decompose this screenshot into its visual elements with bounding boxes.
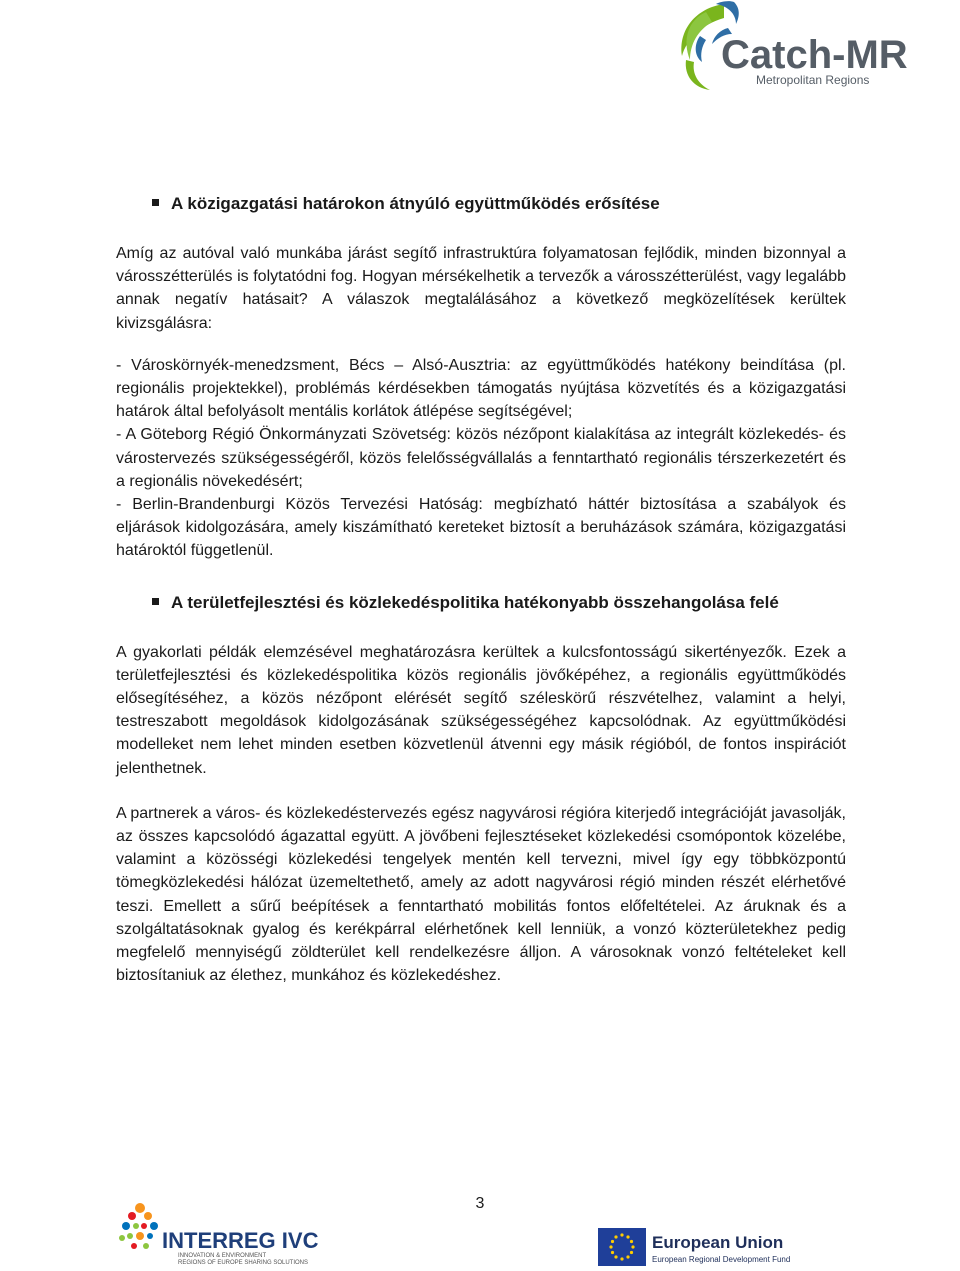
section-heading-text: A közigazgatási határokon átnyúló együttműködés erősítése: [171, 194, 660, 213]
paragraph-recommendations: A partnerek a város- és közlekedéstervezés egész nagyvárosi régióra kiterjedő integrációját javasolják, az összes kapcsolódó ágazattal együtt. A jövőbeni fejlesztéseket közlekedési csomópontok közelébe, valamint a közösségi közlekedési tengelyek mentén kell tervezni, mivel így egy többközpontú tömegközlekedési hálózat üzemeltethető, amely az adott nagyvárosi régió minden részét elérhetővé teszi. Emellett a sűrű beépítések a fenntartható mobilitás fontos előfeltételei. Az áruknak és a szolgáltatásoknak gyalog és kerékpárral elérhetőnek kell lenniük, a vonzó közterületekhez pedig megfelelő mennyiségű zöldterület kell rendelkezésre álljon. A városoknak vonzó feltételeket kell biztosítaniuk az élethez, munkához és közlekedéshez.: [116, 804, 846, 985]
interreg-tagline-1: INNOVATION & ENVIRONMENT: [178, 1253, 267, 1259]
section-heading-text: A területfejlesztési és közlekedéspolitika hatékonyabb összehangolása felé: [171, 592, 779, 612]
approach-list: [116, 354, 846, 563]
interreg-name: INTERREG IVC: [162, 1228, 319, 1253]
interreg-tagline-2: REGIONS OF EUROPE SHARING SOLUTIONS: [178, 1260, 309, 1266]
page-number: 3: [475, 1195, 485, 1212]
section-heading-cooperation: [152, 192, 846, 216]
square-bullet-icon: [152, 199, 159, 206]
eu-logo: [596, 1226, 796, 1268]
section-heading-coordination: [152, 591, 846, 615]
eu-fund: European Regional Development Fund: [652, 1255, 791, 1264]
list-item: - Berlin-Brandenburgi Közös Tervezési Hatóság: megbízható háttér biztosítása a szabályok és eljárások kidolgozására, amely kiszámítható kereteket biztosít a beruházások számára, közigazgatási határoktól függetlenül.: [116, 496, 846, 560]
interreg-logo: [110, 1196, 340, 1266]
list-item: - A Göteborg Régió Önkormányzati Szövetség: közös nézőpont kialakítása az integrált közlekedés- és várostervezés szükségességéről, közös felelősségvállalás a fenntartható regionális térszerkezetért és a regionális növekedésért;: [116, 426, 846, 490]
catch-mr-logo-subtitle: Metropolitan Regions: [756, 73, 870, 87]
square-bullet-icon: [152, 598, 159, 605]
interreg-dots-icon: [119, 1203, 158, 1249]
document-body: [116, 192, 846, 987]
paragraph-success-factors: A gyakorlati példák elemzésével meghatározásra kerültek a kulcsfontosságú sikertényezők. Ezek a területfejlesztési és közlekedéspolitika közös regionális jövőképéhez, a regionális együttműködés elősegítéséhez, a közös nézőpont elérését segítő széleskörű részvételhez, valamint a helyi, testreszabott megoldások kidolgozásának szükségességéhez kapcsolódnak. Az együttműködési modelleket nem lehet minden esetben közvetlenül átvenni egy másik régióból, de fontos inspirációt jelenthetnek.: [116, 643, 846, 777]
eu-name: European Union: [652, 1233, 784, 1252]
catch-mr-logo-text: Catch-MR: [721, 33, 908, 77]
catch-mr-logo: [636, 0, 936, 100]
paragraph-intro: Amíg az autóval való munkába járást segítő infrastruktúra folyamatosan fejlődik, minden bizonnyal a városszétterülés is folytatódni fog. Hogyan mérsékelhetik a tervezők a városszétterülést, vagy legalább annak negatív hatásait? A válaszok megtalálásához a következő megközelítések kerültek kivizsgálásra:: [116, 245, 846, 332]
list-item: - Városkörnyék-menedzsment, Bécs – Alsó-Ausztria: az együttműködés hatékony beindítása (pl. regionális projektekkel), problémás kérdésekben támogatás nyújtása közvetítés és a közigazgatási határok által befolyásolt mentális korlátok átlépése segítségével;: [116, 356, 846, 421]
